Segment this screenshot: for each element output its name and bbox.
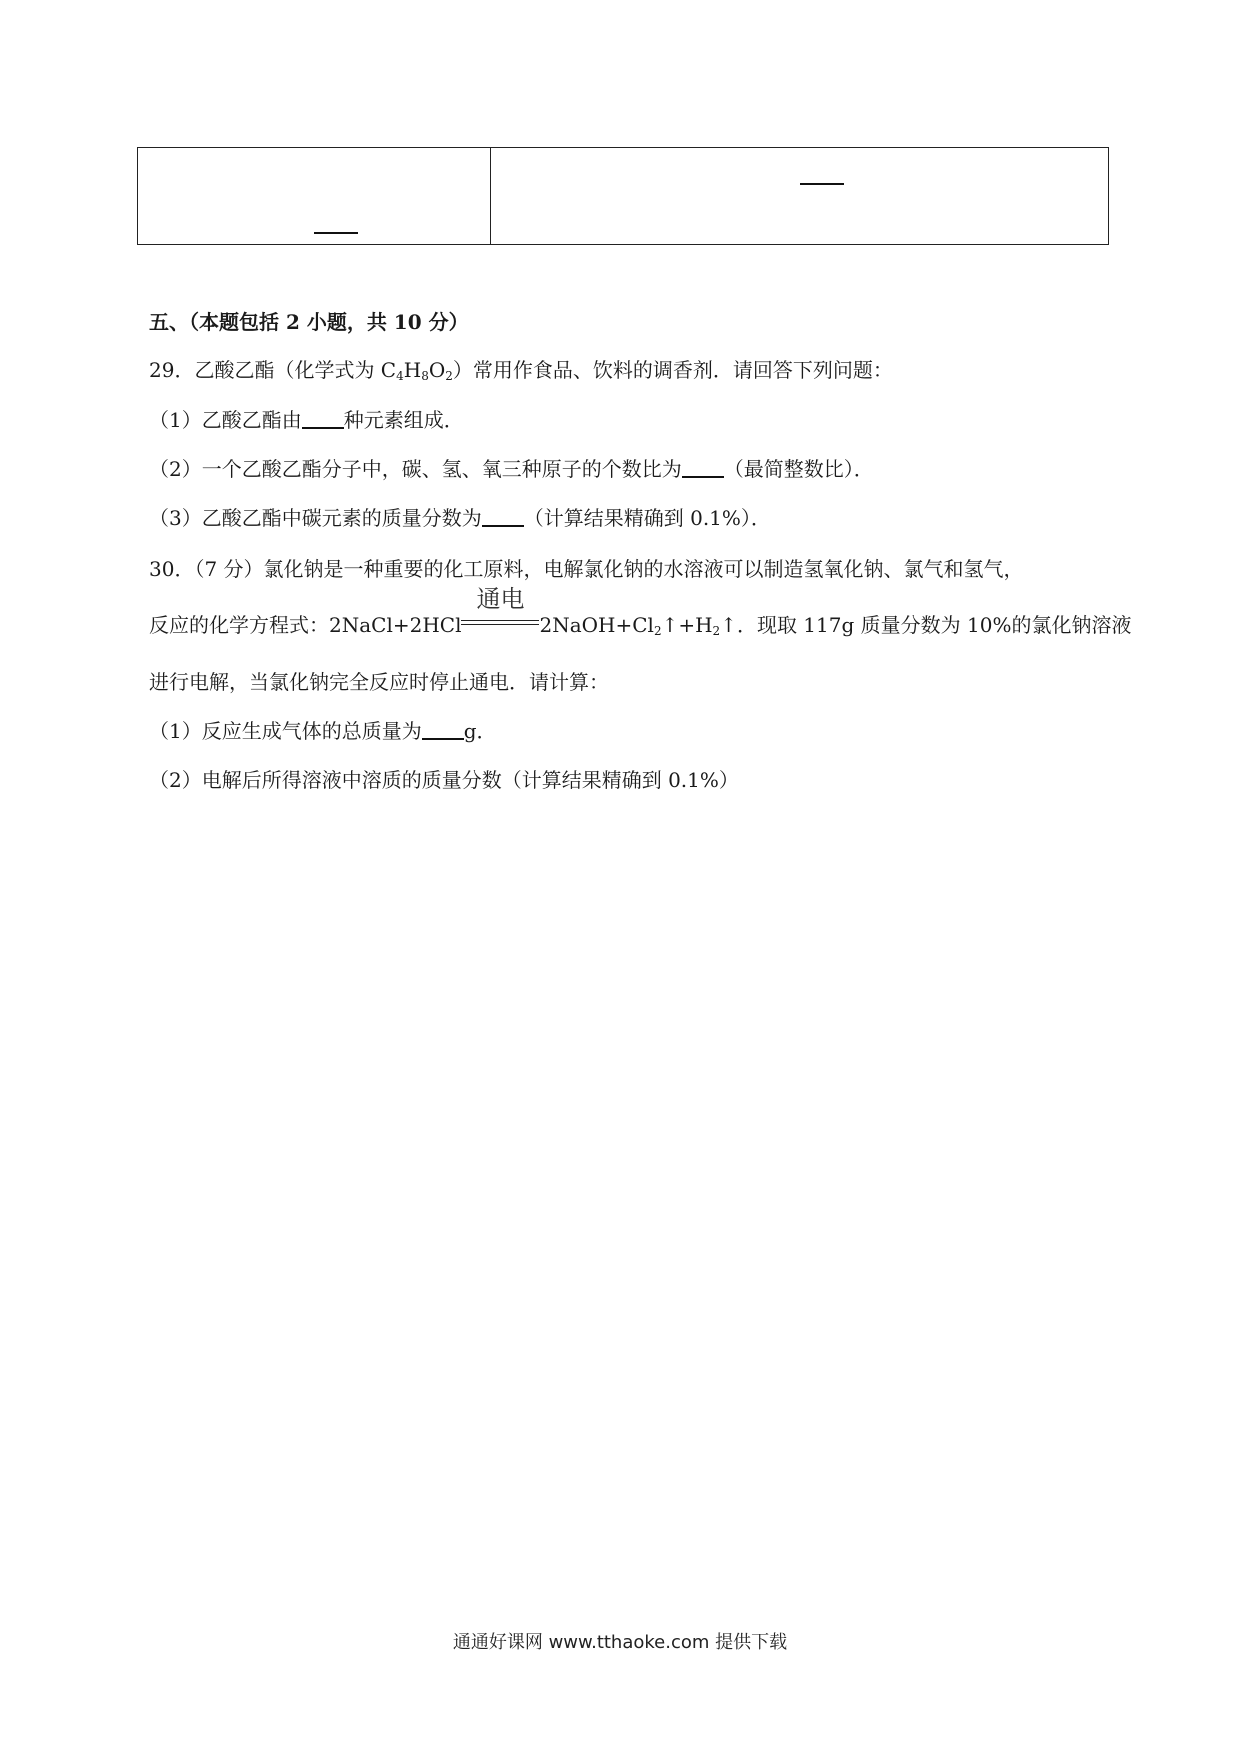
q30-equation — [149, 585, 1132, 644]
section-heading: 五、（本题包括 2 小题，共 10 分） — [149, 310, 469, 334]
answer-blank-left[interactable] — [314, 232, 358, 234]
q29-stem-text-a: 29．乙酸乙酯（化学式为 C — [149, 358, 397, 382]
q30-part1-text-b: g． — [463, 719, 497, 743]
q29-part3-text-b: （计算结果精确到 0.1%）． — [523, 506, 771, 530]
q30-eq-text-d: ↑．现取 117g 质量分数为 10%的氯化钠溶液 — [720, 613, 1132, 637]
q29-stem-text-d: ）常用作食品、饮料的调香剂．请回答下列问题： — [452, 358, 893, 382]
equals-line-bottom — [461, 624, 539, 625]
reaction-condition-label: 通电 — [476, 585, 525, 613]
q29-stem-text-c: O — [428, 358, 446, 382]
q30-eq-text-a: 反应的化学方程式：2NaCl+2HCl — [149, 613, 462, 637]
q30-subscript-cl: 2 — [653, 624, 662, 638]
q30-part1-text-a: （1）反应生成气体的总质量为 — [149, 719, 422, 743]
footer-text: 通通好课网 www.tthaoke.com 提供下载 — [452, 1632, 788, 1653]
q29-part1 — [149, 407, 464, 433]
q29-part2-blank[interactable] — [682, 458, 724, 478]
q30-part2: （2）电解后所得溶液中溶质的质量分数（计算结果精确到 0.1%） — [149, 768, 739, 792]
q29-part3 — [149, 505, 771, 531]
q29-part2 — [149, 456, 874, 482]
q29-part2-text-b: （最简整数比）． — [723, 457, 874, 481]
q30-part1 — [149, 718, 497, 744]
reaction-condition — [461, 585, 539, 634]
answer-blank-right[interactable] — [800, 183, 844, 185]
q29-part3-blank[interactable] — [482, 507, 524, 527]
equals-line-top — [461, 620, 539, 621]
q30-subscript-h: 2 — [712, 624, 721, 638]
q30-part1-blank[interactable] — [422, 720, 464, 740]
q29-part1-blank[interactable] — [302, 409, 344, 429]
q30-eq-text-c: ↑+H — [661, 613, 713, 637]
q29-subscript-c: 4 — [396, 369, 404, 383]
q29-stem — [149, 357, 893, 389]
q29-part2-text-a: （2）一个乙酸乙酯分子中，碳、氢、氧三种原子的个数比为 — [149, 457, 682, 481]
q29-part1-text-b: 种元素组成． — [343, 408, 464, 432]
q29-part1-text-a: （1）乙酸乙酯由 — [149, 408, 302, 432]
answer-table — [137, 147, 1109, 245]
q30-eq-text-b: 2NaOH+Cl — [539, 613, 654, 637]
q30-line3: 进行电解，当氯化钠完全反应时停止通电．请计算： — [149, 670, 609, 694]
q29-subscript-h: 8 — [421, 369, 429, 383]
table-column-divider — [490, 148, 491, 244]
q29-stem-text-b: H — [403, 358, 422, 382]
q29-subscript-o: 2 — [445, 369, 453, 383]
q29-part3-text-a: （3）乙酸乙酯中碳元素的质量分数为 — [149, 506, 482, 530]
q30-stem: 30．（7 分）氯化钠是一种重要的化工原料，电解氯化钠的水溶液可以制造氢氧化钠、氯气和氢气， — [149, 557, 1024, 581]
